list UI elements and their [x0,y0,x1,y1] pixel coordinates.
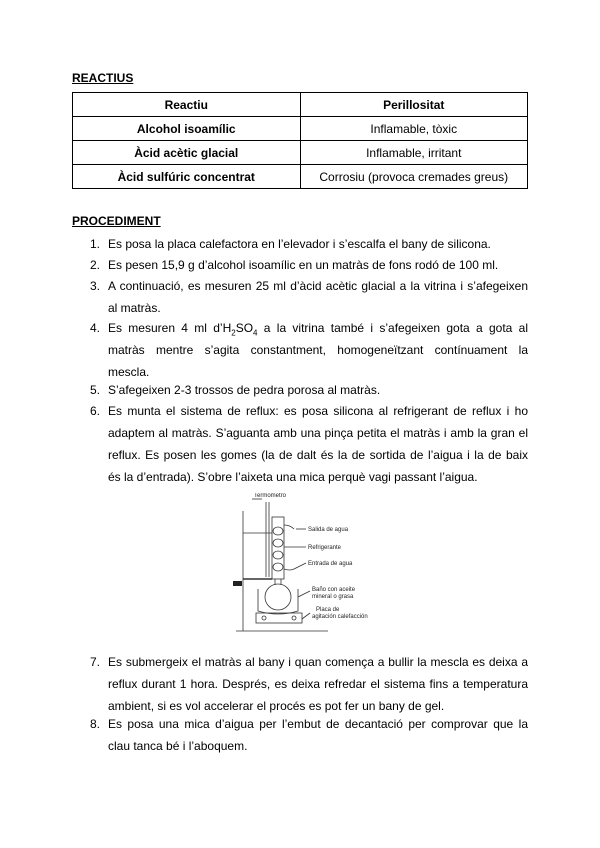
label-placa-1: Placa de [316,607,340,613]
label-placa-2: agitación calefacción [312,614,368,620]
hot-plate [256,613,302,623]
step-line: A continuació, es mesuren 25 ml d’àcid acètic glacial a la vitrina i s’afegeixen [108,279,528,293]
reactiu-cell: Àcid acètic glacial [73,141,301,165]
step-line: ambient, si es vol accelerar el procés es pot fer un bany de gel. [108,699,445,713]
header-perillositat: Perillositat [300,93,528,117]
step-line-formula: Es mesuren 4 ml $d’H_2SO_4$ a la vitrina també i s’afegeixen gota a gota al [108,321,528,338]
header-reactiu: Reactiu [73,93,301,117]
label-bano-1: Baño con aceite [312,587,356,593]
water-outlet-hose [284,525,294,529]
step-number: 3. [90,279,101,293]
label-refrigerante: Refrigerante [308,545,342,551]
step-line: Es submergeix el matràs al bany i quan comença a bullir la mescla es deixa a [108,655,528,669]
perill-cell: Inflamable, tòxic [300,117,528,141]
step-line: adaptem al matràs. S’aguanta amb una pinça petita el matràs i amb la gran el [108,426,528,440]
perill-cell: Inflamable, irritant [300,141,528,165]
reagents-table [72,92,528,189]
reflux-apparatus-figure [232,493,372,635]
procediment-heading: PROCEDIMENT [72,214,161,228]
label-salida: Salida de agua [308,527,349,533]
step-number: 4. [90,321,101,335]
step-number: 7. [90,655,101,669]
step-line: S’afegeixen 2-3 trossos de pedra porosa al matràs. [108,383,381,397]
step-number: 5. [90,383,101,397]
clamp-knob [233,581,242,586]
label-termometro: Termometro [254,493,287,499]
table-row [73,165,528,189]
step-line: Es munta el sistema de reflux: es posa silicona al refrigerant de reflux i ho [108,404,528,418]
label-entrada: Entrada de agua [308,561,353,567]
round-bottom-flask [265,584,291,610]
step-number: 8. [90,717,101,731]
table-row [73,141,528,165]
reactiu-cell: Alcohol isoamílic [73,117,301,141]
step-line: Es posa la placa calefactora en l’elevador i s’escalfa el bany de silicona. [108,237,491,251]
step-line: clau tanca bé i l’aboquem. [108,739,248,753]
step-line: mescla. [108,365,150,379]
table-row [73,117,528,141]
step-number: 2. [90,258,101,272]
label-bano-2: mineral o grasa [312,594,354,600]
reactiu-cell: Àcid sulfúric concentrat [73,165,301,189]
step-line: matràs mentre s’agita constantment, homogeneïtzant contínuament la [108,343,528,357]
step-number: 1. [90,237,101,251]
step-line: al matràs. [108,301,161,315]
step-number: 6. [90,404,101,418]
step-line: reflux. Es posen les gomes (la de dalt és la de sortida de l’aigua i la de baix [108,448,528,462]
step-line: és la d’entrada). S’obre l’aixeta una mica perquè vagi passant l’aigua. [108,470,478,484]
table-header-row [73,93,528,117]
water-inlet-hose [284,569,294,570]
step-line: Es posa una mica d’aigua per l’embut de decantació per comprovar que la [108,717,528,731]
step-line: Es pesen 15,9 g d’alcohol isoamílic en un matràs de fons rodó de 100 ml. [108,258,499,272]
perill-cell: Corrosiu (provoca cremades greus) [300,165,528,189]
step-line: reflux durant 1 hora. Després, es deixa refredar el sistema fins a temperatura [108,677,528,691]
reactius-heading: REACTIUS [72,71,134,85]
